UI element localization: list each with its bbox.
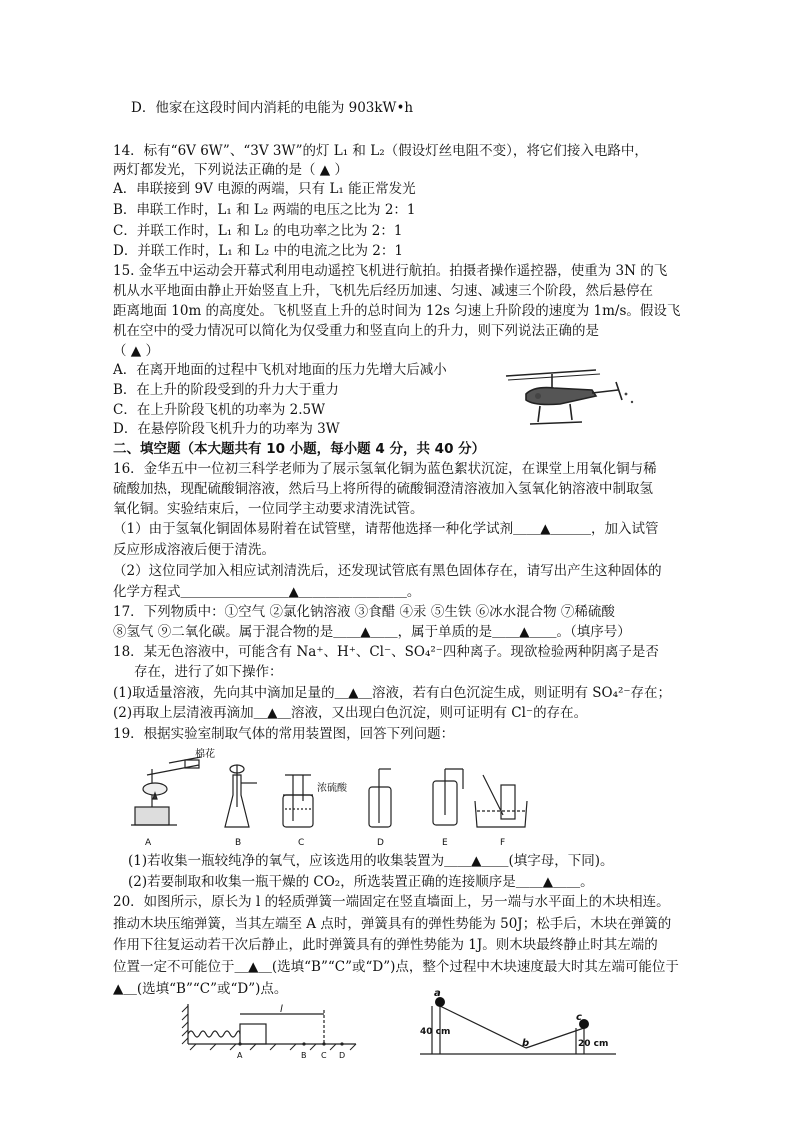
track-figure <box>418 990 618 1068</box>
point-a-label: A <box>237 1051 243 1060</box>
apparatus-label-e: E <box>442 838 448 848</box>
q16-stem-1: 16．金华五中一位初三科学老师为了展示氢氧化铜为蓝色絮状沉淀，在课堂上用氧化铜与稀 <box>113 461 657 477</box>
q16-part2-2: 化学方程式＿＿＿＿＿＿＿＿▲＿＿＿＿＿＿＿＿。 <box>113 584 421 600</box>
q15-stem-4: 机在空中的受力情况可以简化为仅受重力和竖直向上的升力，则下列说法正确的是 <box>113 323 599 339</box>
q15-stem-3: 距离地面 10m 的高度处。飞机竖直上升的总时间为 12s 匀速上升阶段的速度为 1m/s。假设飞 <box>113 303 681 319</box>
q16-part2-1: （2）这位同学加入相应试剂清洗后，还发现试管底有黑色固体存在，请写出产生这种固体的 <box>113 563 662 579</box>
q17-stem-2: ⑧氢气 ⑨二氧化碳。属于混合物的是＿＿▲＿＿，属于单质的是＿＿▲＿＿。（填序号） <box>113 624 631 640</box>
q14-stem-2: 两灯都发光，下列说法正确的是（ ▲ ） <box>113 162 348 178</box>
q15-stem-5: （ ▲ ） <box>113 343 159 359</box>
q13-option-d: D．他家在这段时间内消耗的电能为 903kW•h <box>131 100 414 116</box>
q18-part1: (1)取适量溶液，先向其中滴加足量的＿▲＿溶液，若有白色沉淀生成，则证明有 SO₄²⁻存在； <box>113 685 672 701</box>
q15-option-d: D．在悬停阶段飞机升力的功率为 3W <box>113 421 340 437</box>
q19-part1: (1)若收集一瓶较纯净的氧气，应该选用的收集装置为＿＿▲＿＿(填字母，下同)。 <box>128 853 614 869</box>
q15-option-c: C．在上升阶段飞机的功率为 2.5W <box>113 402 325 418</box>
q14-option-b: B．串联工作时，L₁ 和 L₂ 两端的电压之比为 2：1 <box>113 202 416 218</box>
q15-stem-1: 15. 金华五中运动会开幕式利用电动遥控飞机进行航拍。拍摄者操作遥控器，使重为 3N 的飞 <box>113 263 668 279</box>
point-c-label: C <box>321 1051 327 1060</box>
q15-option-a: A．在离开地面的过程中飞机对地面的压力先增大后减小 <box>113 362 447 378</box>
height-20-label: 20 cm <box>578 1039 609 1049</box>
q15-stem-2: 机从水平地面由静止开始竖直上升，飞机先后经历加速、匀速、减速三个阶段，然后悬停在 <box>113 283 653 299</box>
q20-stem-5: ▲＿(选填“B”“C”或“D”)点。 <box>113 981 288 997</box>
q14-stem-1: 14．标有“6V 6W”、“3V 3W”的灯 L₁ 和 L₂（假设灯丝电阻不变），将它们接入电路中， <box>113 143 648 159</box>
q16-stem-2: 硫酸加热，现配硫酸铜溶液，然后马上将所得的硫酸铜澄清溶液加入氢氧化钠溶液中制取氢 <box>113 481 653 497</box>
q14-option-d: D．并联工作时，L₁ 和 L₂ 中的电流之比为 2：1 <box>113 243 403 259</box>
point-c-label: c <box>576 1012 582 1023</box>
q20-stem-2: 推动木块压缩弹簧，当其左端至 A 点时，弹簧具有的弹性势能为 50J；松手后，木块在弹簧的 <box>113 916 672 932</box>
q19-part2: (2)若要制取和收集一瓶干燥的 CO₂，所选装置正确的连接顺序是＿＿▲＿＿。 <box>128 874 594 890</box>
q16-part1-2: 反应形成溶液后便于清洗。 <box>113 542 275 558</box>
point-d-label: D <box>339 1051 346 1060</box>
point-a-label: a <box>434 990 441 999</box>
q16-stem-3: 氧化铜。实验结束后，一位同学主动要求清洗试管。 <box>113 501 424 517</box>
apparatus-label-b: B <box>235 838 242 848</box>
point-b-label: b <box>522 1038 530 1049</box>
q14-option-c: C．并联工作时，L₁ 和 L₂ 的电功率之比为 2：1 <box>113 223 403 239</box>
length-label: l <box>280 1004 283 1015</box>
point-b-label: B <box>301 1051 307 1060</box>
q18-stem-2: 存在，进行了如下操作： <box>134 664 283 680</box>
section-heading: 二、填空题（本大题共有 10 小题，每小题 4 分，共 40 分） <box>113 441 486 457</box>
acid-label: 浓硫酸 <box>317 783 347 794</box>
q20-stem-1: 20．如图所示，原长为 l 的轻质弹簧一端固定在竖直墙面上，另一端与水平面上的木块相连。 <box>113 894 670 910</box>
q18-part2: (2)再取上层清液再滴加＿▲＿溶液，又出现白色沉淀，则可证明有 Cl⁻的存在。 <box>113 705 588 721</box>
apparatus-label-f: F <box>500 838 506 848</box>
q15-option-b: B．在上升的阶段受到的升力大于重力 <box>113 382 339 398</box>
apparatus-label-c: C <box>298 838 305 848</box>
spring-block-figure <box>176 1000 366 1068</box>
cotton-label: 棉花 <box>195 749 215 760</box>
apparatus-label-d: D <box>377 838 384 848</box>
q17-stem-1: 17．下列物质中：①空气 ②氯化钠溶液 ③食醋 ④汞 ⑤生铁 ⑥冰水混合物 ⑦稀硫酸 <box>113 604 615 620</box>
q20-stem-4: 位置一定不可能位于＿▲＿(选填“B”“C”或“D”)点，整个过程中木块速度最大时其左端可能位于 <box>113 959 679 975</box>
apparatus-label-a: A <box>145 838 152 848</box>
q16-part1-1: （1）由于氢氧化铜固体易附着在试管壁，请帮他选择一种化学试剂＿＿▲＿＿＿，加入试管 <box>113 521 659 537</box>
q18-stem-1: 18．某无色溶液中，可能含有 Na⁺、H⁺、Cl⁻、SO₄²⁻四种离子。现欲检验两种阴离子是否 <box>113 644 659 660</box>
q20-stem-3: 作用下往复运动若干次后静止，此时弹簧具有的弹性势能为 1J。则木块最终静止时其左端的 <box>113 937 658 953</box>
lab-apparatus-figure <box>125 745 535 849</box>
q19-stem: 19．根据实验室制取气体的常用装置图，回答下列问题： <box>113 726 455 742</box>
helicopter-illustration <box>500 360 640 438</box>
q14-option-a: A．串联接到 9V 电源的两端，只有 L₁ 能正常发光 <box>113 181 416 197</box>
height-40-label: 40 cm <box>420 1027 451 1037</box>
